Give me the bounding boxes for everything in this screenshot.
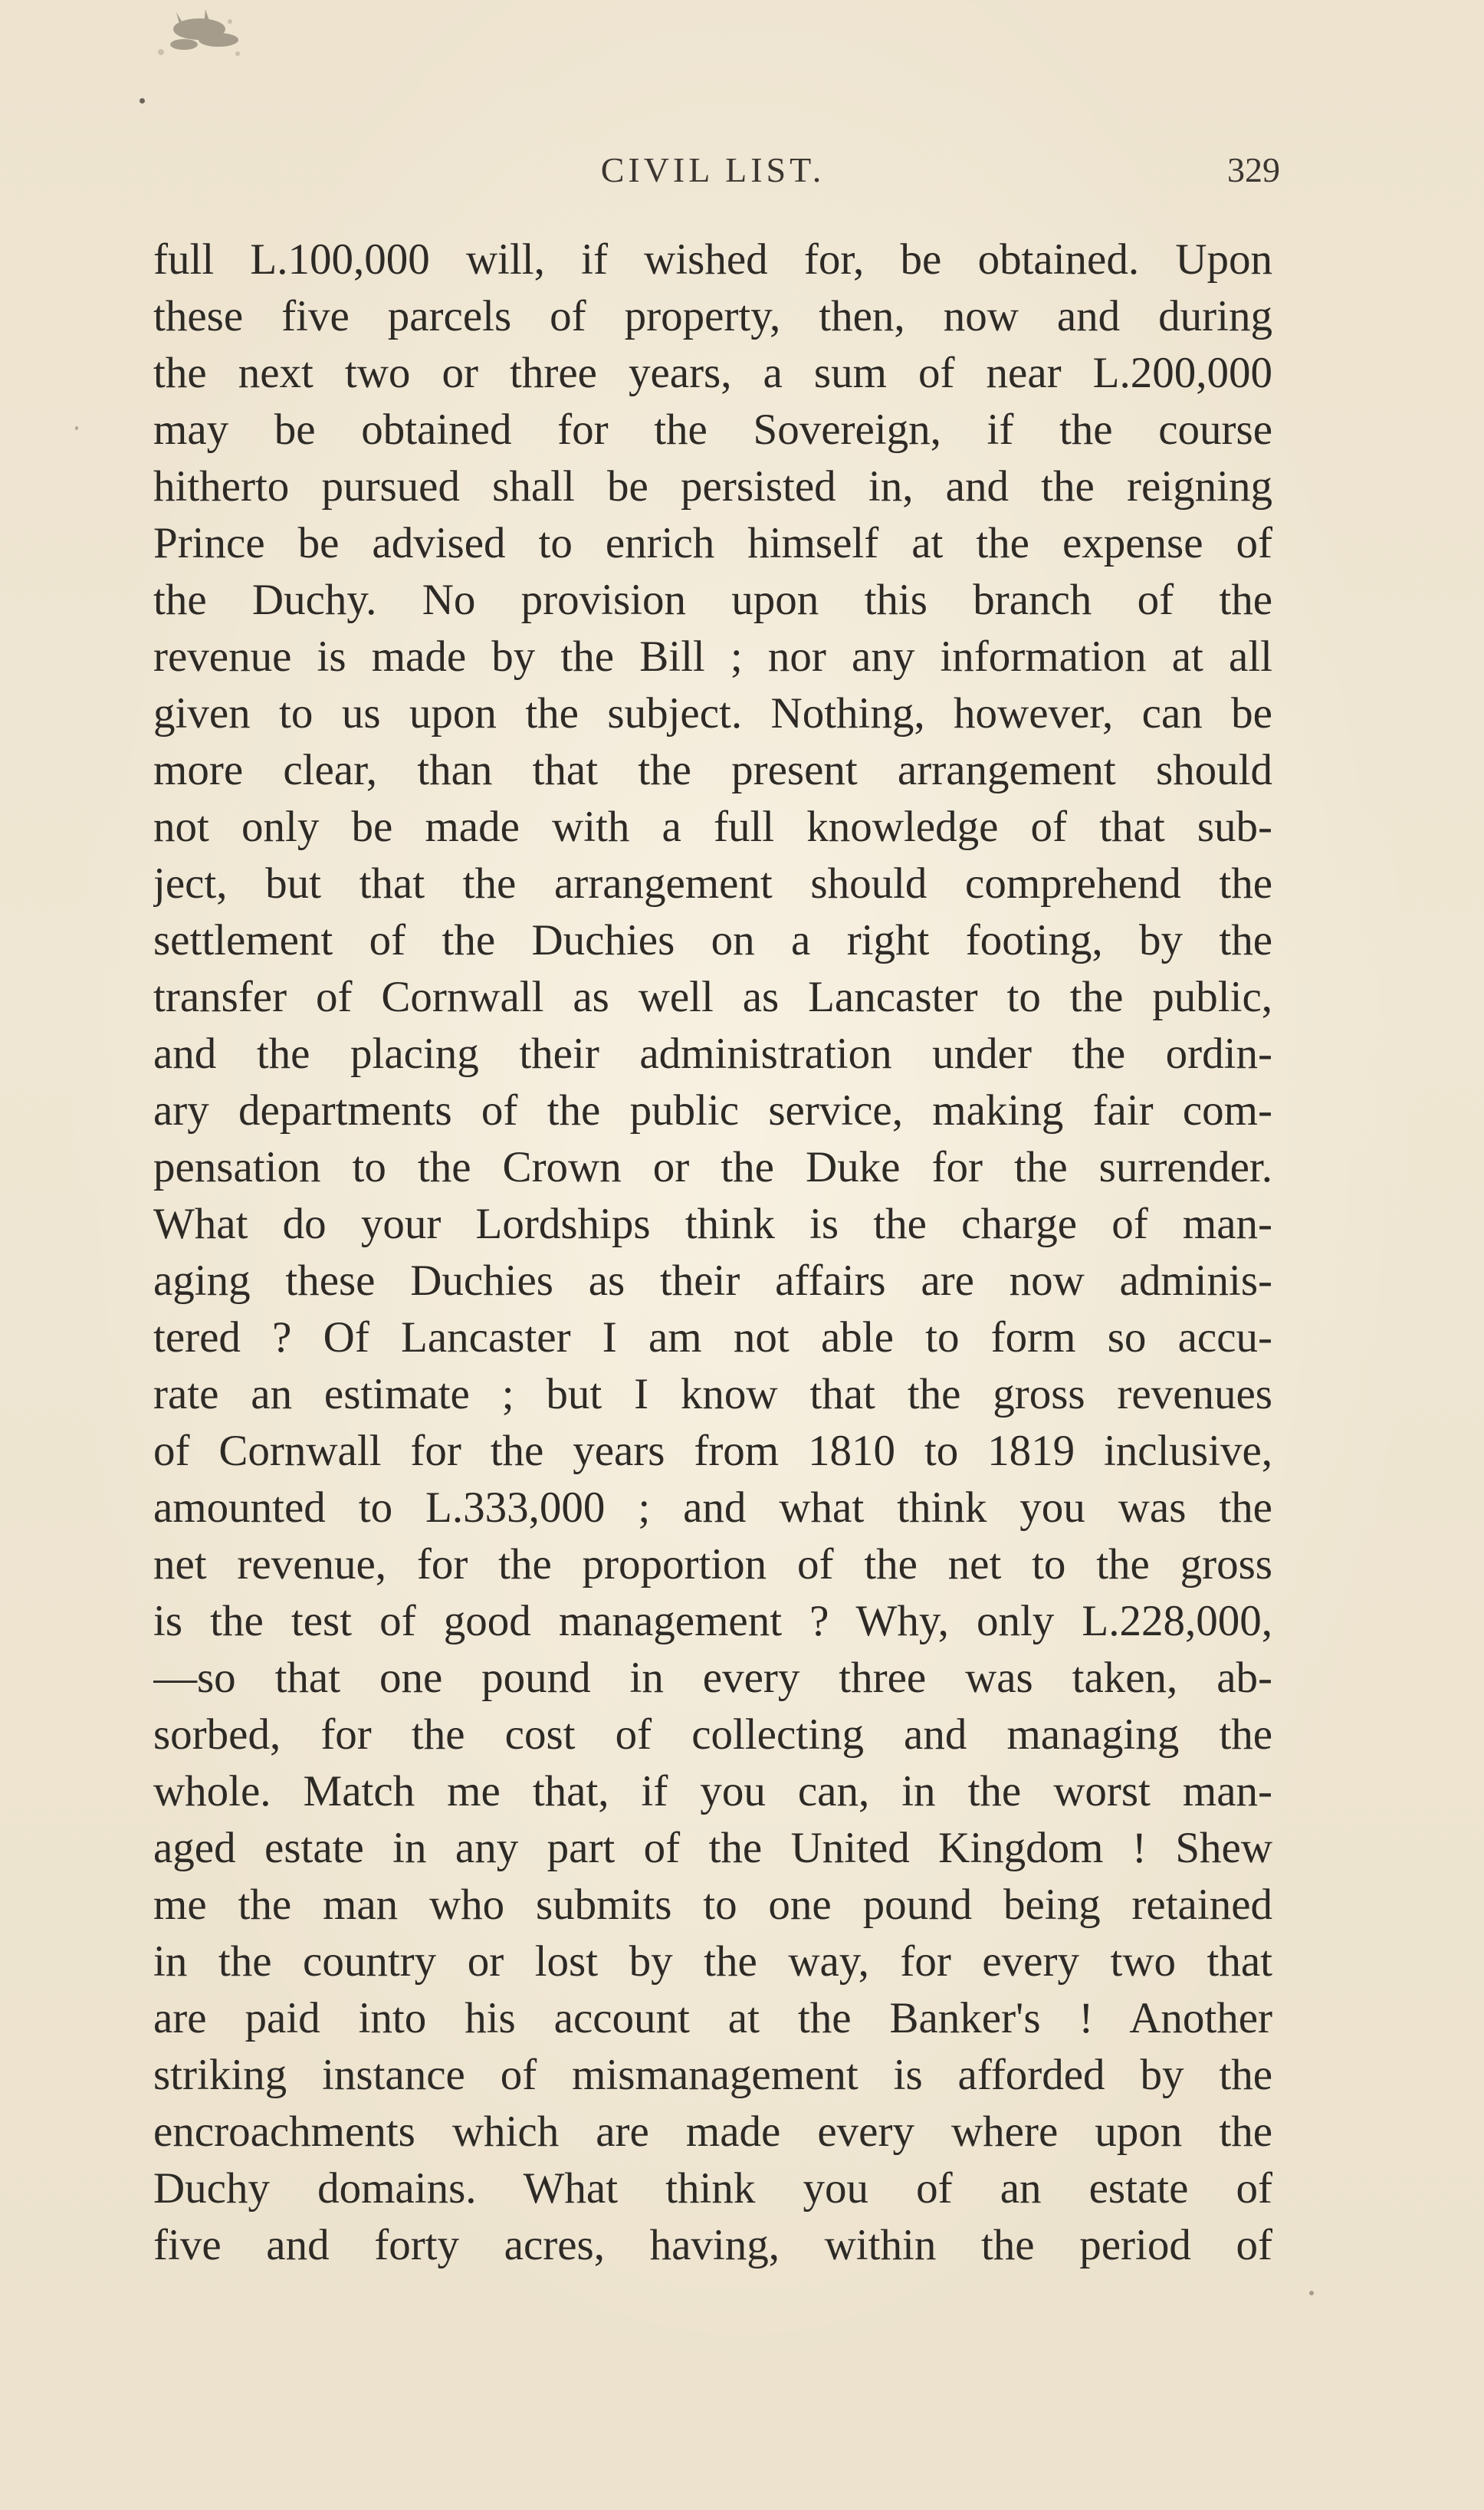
text-line: aging these Duchies as their affairs are now adminis-: [153, 1257, 1272, 1305]
text-line: striking instance of mismanagement is afforded by the: [153, 2051, 1272, 2099]
text-line: full L.100,000 will, if wished for, be obtained. Upon: [153, 235, 1272, 284]
text-line: these five parcels of property, then, now and during: [153, 292, 1272, 340]
text-line: aged estate in any part of the United Kingdom ! Shew: [153, 1824, 1272, 1872]
text-line: Prince be advised to enrich himself at the expense of: [153, 519, 1272, 567]
body-text: [153, 232, 1272, 2274]
text-line: not only be made with a full knowledge of that sub-: [153, 803, 1272, 851]
text-line: sorbed, for the cost of collecting and managing the: [153, 1710, 1272, 1759]
text-line: five and forty acres, having, within the period of: [153, 2221, 1272, 2269]
text-line: the next two or three years, a sum of near L.200,000: [153, 349, 1272, 397]
text-line: pensation to the Crown or the Duke for the surrender.: [153, 1143, 1272, 1191]
text-line: transfer of Cornwall as well as Lancaster to the public,: [153, 973, 1272, 1021]
text-line: What do your Lordships think is the charge of man-: [153, 1200, 1272, 1248]
text-line: net revenue, for the proportion of the net to the gross: [153, 1540, 1272, 1588]
text-line: Duchy domains. What think you of an estate of: [153, 2164, 1272, 2213]
text-line: the Duchy. No provision upon this branch of the: [153, 576, 1272, 624]
text-line: ject, but that the arrangement should comprehend the: [153, 859, 1272, 908]
ink-smudge: [146, 6, 261, 67]
text-line: whole. Match me that, if you can, in the worst man-: [153, 1767, 1272, 1815]
speck: [1309, 2291, 1314, 2295]
text-line: hitherto pursued shall be persisted in, and the reigning: [153, 462, 1272, 511]
running-title: CIVIL LIST.: [600, 150, 826, 189]
text-line: settlement of the Duchies on a right footing, by the: [153, 916, 1272, 964]
page-number: 329: [1227, 150, 1280, 189]
text-line: amounted to L.333,000 ; and what think you was the: [153, 1483, 1272, 1532]
text-line: is the test of good management ? Why, only L.228,000,: [153, 1597, 1272, 1645]
text-line: encroachments which are made every where upon the: [153, 2108, 1272, 2156]
text-line: of Cornwall for the years from 1810 to 1819 inclusive,: [153, 1427, 1272, 1475]
speck: [75, 426, 78, 430]
text-line: ary departments of the public service, making fair com-: [153, 1086, 1272, 1135]
text-line: rate an estimate ; but I know that the gross revenues: [153, 1370, 1272, 1418]
running-head: [153, 149, 1280, 203]
text-line: and the placing their administration under the ordin-: [153, 1030, 1272, 1078]
text-line: me the man who submits to one pound being retained: [153, 1881, 1272, 1929]
text-line: in the country or lost by the way, for every two that: [153, 1937, 1272, 1986]
text-line: given to us upon the subject. Nothing, however, can be: [153, 689, 1272, 738]
text-line: more clear, than that the present arrangement should: [153, 746, 1272, 794]
text-line: revenue is made by the Bill ; nor any information at all: [153, 632, 1272, 681]
text-line: may be obtained for the Sovereign, if the course: [153, 406, 1272, 454]
text-line: —so that one pound in every three was taken, ab-: [153, 1654, 1272, 1702]
text-line: are paid into his account at the Banker's ! Another: [153, 1994, 1272, 2042]
speck: [140, 98, 145, 103]
text-line: tered ? Of Lancaster I am not able to form so accu-: [153, 1313, 1272, 1362]
